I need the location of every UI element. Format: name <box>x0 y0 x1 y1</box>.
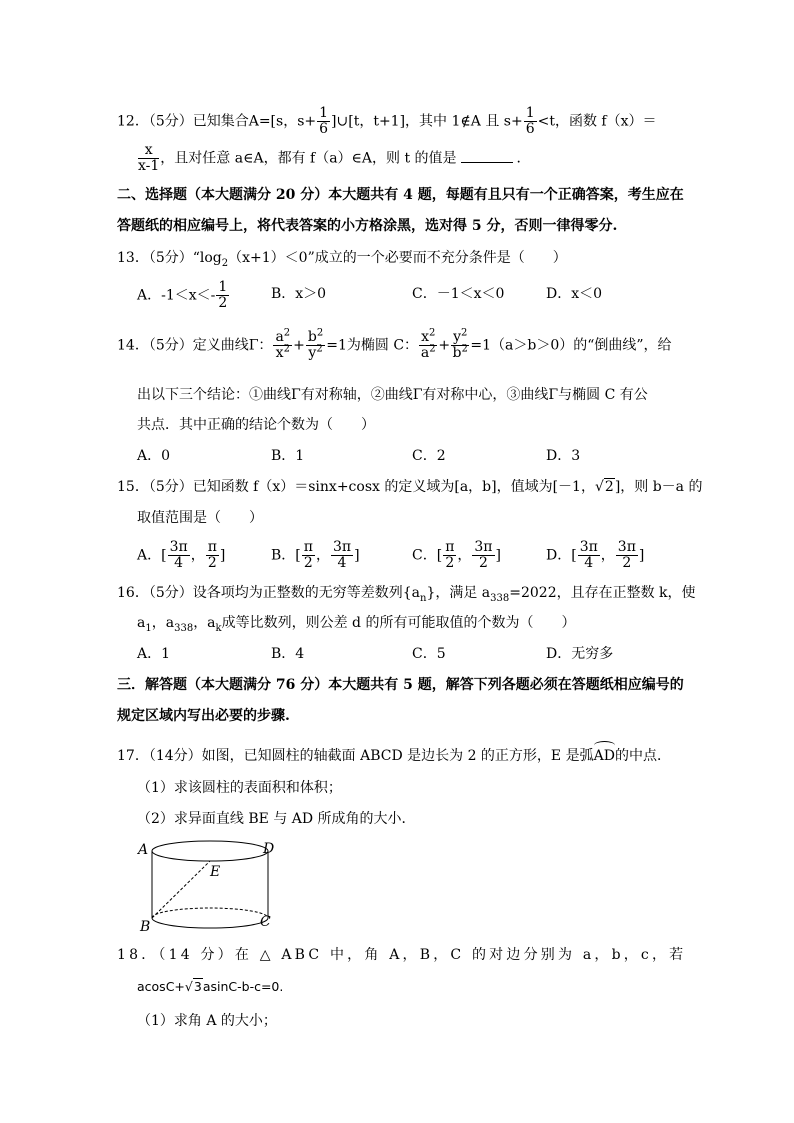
q16-line2 <box>137 613 575 633</box>
q15-option-d <box>546 540 644 571</box>
q15-b-frac1 <box>302 540 315 571</box>
q12-frac2-num: 1 <box>525 105 535 121</box>
q13-frac-den: 2 <box>218 295 228 311</box>
q13-option-a-text: A．-1＜x＜- <box>137 287 216 304</box>
q15-stem-a: 15．（5分）已知函数 f（x）＝sinx+cosx 的定义域为[a，b]，值域为[－1， <box>117 479 595 495</box>
q12-number: 12．（5分）已知集合A=[s，s+ <box>117 113 317 130</box>
q12-fx-num: x <box>138 143 159 159</box>
q14-term1-den <box>273 343 292 361</box>
q15-c-2n: 3π <box>474 539 493 555</box>
q15-c-pre: C．[ <box>412 547 443 564</box>
q16-sub-n: n <box>419 592 427 604</box>
q14-t1d-exp: 2 <box>283 343 290 355</box>
q14-plus2: + <box>438 337 451 354</box>
q15-b-1d: 2 <box>303 555 313 571</box>
q15-d-1d: 4 <box>584 555 594 571</box>
q15-c-1d: 2 <box>445 555 455 571</box>
q14-stem-b: =1（a＞b＞0）的“倒曲线”，给 <box>470 337 672 354</box>
q15-c-post: ] <box>495 547 501 564</box>
q14-term3 <box>419 327 437 361</box>
q15-a-frac2 <box>206 540 219 571</box>
q16-stem-a: 16．（5分）设各项均为正整数的无穷等差数列{a <box>117 585 420 601</box>
q14-t3d: a <box>420 345 430 361</box>
q15-c-2d: 2 <box>478 555 488 571</box>
q13-option-c: C．－1＜x＜0 <box>412 286 505 302</box>
q15-a-pre: A．[ <box>137 547 167 564</box>
label-c: C <box>260 914 271 930</box>
q14-line2: 出以下三个结论：①曲线Γ有对称轴，②曲线Γ有对称中心，③曲线Γ与椭圆 C 有公 <box>137 387 648 403</box>
q14-t1n-exp: 2 <box>283 327 291 339</box>
section3-line1: 三．解答题（本大题满分 76 分）本大题共有 5 题，解答下列各题必须在答题纸相应编号的 <box>117 677 684 693</box>
q14-t4n: y <box>453 329 461 345</box>
q14-option-d: D．3 <box>546 448 581 464</box>
q15-d-sep: ， <box>600 547 615 564</box>
label-b: B <box>140 919 151 935</box>
q14-t2n-exp: 2 <box>316 327 324 339</box>
q17-arc-ad: AD <box>593 748 615 764</box>
q15-c-frac2 <box>472 540 494 571</box>
q14-term3-den <box>419 343 437 361</box>
q15-b-1n: π <box>303 539 313 555</box>
q14-t1d: x <box>275 345 284 361</box>
q15-d-1n: 3π <box>579 539 598 555</box>
q15-b-post: ] <box>354 547 360 564</box>
q14-t4d-exp: 2 <box>461 343 468 355</box>
q15-b-2n: 3π <box>332 539 352 555</box>
q14-term1 <box>273 327 292 361</box>
q15-a-post: ] <box>219 547 226 564</box>
q13-log-base: 2 <box>221 257 229 269</box>
q15-a-sep: ， <box>190 547 205 564</box>
q15-option-c <box>412 540 501 571</box>
q16-option-d: D．无穷多 <box>546 646 614 662</box>
q16-stem-c: =2022，且存在正整数 k，使 <box>509 585 696 601</box>
q13-option-a-frac <box>216 280 229 311</box>
q16-option-c: C．5 <box>412 646 446 662</box>
q15-a-1d: 4 <box>174 555 184 571</box>
label-e: E <box>210 864 221 880</box>
q12-fx-den: x-1 <box>138 158 160 174</box>
q15-d-pre: D．[ <box>546 547 577 564</box>
q15-b-2d: 4 <box>337 555 347 571</box>
q13-option-d: D．x＜0 <box>546 286 603 302</box>
q17-part1: （1）求该圆柱的表面积和体积； <box>137 780 342 796</box>
q12-frac1-num: 1 <box>319 105 329 121</box>
q12-fx-frac <box>138 143 159 174</box>
q12-dot: ． <box>516 150 531 167</box>
q14-t4d: b <box>452 345 462 361</box>
q12-frac1 <box>317 106 330 137</box>
q15-d-2n: 3π <box>617 539 636 555</box>
q14-t3n-exp: 2 <box>428 327 436 339</box>
label-a: A <box>138 842 149 858</box>
q15-c-frac1 <box>443 540 456 571</box>
q14-eq1: =1为椭圆 C： <box>326 337 419 354</box>
q16-l2-d: 成等比数列，则公差 d 的所有可能取值的个数为（ ） <box>221 615 576 631</box>
q15-d-frac1 <box>578 540 600 571</box>
q13-stem-b: （x+1）＜0”成立的一个必要而不充分条件是（ ） <box>228 250 567 266</box>
q14-t1n: a <box>275 329 284 345</box>
q15-d-frac2 <box>616 540 638 571</box>
q16-sub-k: k <box>215 622 222 634</box>
q15-c-1n: π <box>445 539 455 555</box>
q12-end: <t，函数 f（x）＝ <box>537 113 657 130</box>
q15-b-pre: B．[ <box>271 547 301 564</box>
answer-blank[interactable] <box>461 162 513 163</box>
q12-line2 <box>137 143 531 174</box>
top-ellipse <box>152 841 268 861</box>
q15-stem-b: ]，则 b－a 的 <box>614 479 703 495</box>
q16-l2-a: a <box>137 615 146 631</box>
q15-option-b <box>271 540 360 571</box>
q14-term4 <box>451 327 469 361</box>
q17-stem <box>117 746 671 766</box>
bottom-front-arc <box>152 918 268 928</box>
q13-stem-a: 13．（5分）“log <box>117 250 222 266</box>
q14-stem-line1 <box>117 327 672 361</box>
q12-mid: ]∪[t，t+1]，其中 1∉A 且 s+ <box>331 113 523 130</box>
q15-a-1n: 3π <box>169 539 188 555</box>
q14-line3: 共点．其中正确的结论个数为（ ） <box>137 417 375 433</box>
q17-part2: （2）求异面直线 BE 与 AD 所成角的大小． <box>137 811 416 827</box>
q14-term2-den <box>306 343 325 361</box>
q15-line2: 取值范围是（ ） <box>137 510 263 526</box>
q12-frac1-den: 6 <box>319 121 329 137</box>
section3-line2: 规定区域内写出必要的步骤. <box>117 708 290 724</box>
q14-t4n-exp: 2 <box>461 327 468 339</box>
q16-option-b: B．4 <box>271 646 305 662</box>
q18-part1: （1）求角 A 的大小； <box>137 1013 277 1029</box>
q16-option-a: A．1 <box>137 646 171 662</box>
label-d: D <box>263 841 275 857</box>
q16-stem-line1 <box>117 583 696 603</box>
q15-b-frac2 <box>331 540 353 571</box>
q14-t2d: y <box>308 345 317 361</box>
q17-stem-a: 17．（14分）如图，已知圆柱的轴截面 ABCD 是边长为 2 的正方形，E 是弧 <box>117 748 594 764</box>
q15-b-sep: ， <box>315 547 330 564</box>
q16-sub-338b: 338 <box>174 622 194 634</box>
bottom-back-arc <box>152 908 268 918</box>
q14-stem-a: 14．（5分）定义曲线Γ： <box>117 337 273 354</box>
q13-option-a <box>137 280 230 311</box>
q14-term4-den <box>451 343 469 361</box>
q15-stem-line1: 15．（5分）已知函数 f（x）＝sinx+cosx 的定义域为[a，b]，值域为[－1，√2]，则 b－a 的 <box>117 479 703 495</box>
q15-d-2d: 2 <box>622 555 632 571</box>
q18-l2-a: acosC+ <box>137 979 185 994</box>
q14-option-a: A．0 <box>137 448 171 464</box>
q18-sqrt: 3 <box>193 979 202 994</box>
q15-a-frac1 <box>168 540 190 571</box>
q18-line2: acosC+√3asinC-b-c=0. <box>137 979 284 994</box>
q18-l2-b: asinC-b-c=0. <box>202 979 284 994</box>
q13-stem <box>117 248 567 268</box>
q15-d-post: ] <box>638 547 645 564</box>
q16-l2-c: ，a <box>193 615 216 631</box>
q16-l2-b: ，a <box>151 615 175 631</box>
q16-sub-338: 338 <box>490 592 510 604</box>
q12-frac2-den: 6 <box>525 121 535 137</box>
q15-c-sep: ， <box>457 547 472 564</box>
q15-a-2d: 2 <box>207 555 217 571</box>
section2-line1: 二、选择题（本大题满分 20 分）本大题共有 4 题，每题有且只有一个正确答案，考生应在 <box>117 187 684 203</box>
cylinder-figure <box>130 836 280 936</box>
q12-frac2 <box>524 106 537 137</box>
q14-option-b: B．1 <box>271 448 305 464</box>
q14-t2n: b <box>307 329 317 345</box>
q14-t3n: x <box>421 329 429 345</box>
q13-option-b: B．x＞0 <box>271 286 327 302</box>
q14-t2d-exp: 2 <box>316 343 323 355</box>
q14-term2 <box>306 327 325 361</box>
q14-t3d-exp: 2 <box>429 343 436 355</box>
q16-sub-1: 1 <box>145 622 152 634</box>
q15-a-2n: π <box>207 539 217 555</box>
q14-plus1: + <box>293 337 305 354</box>
q15-sqrt: 2 <box>604 479 614 495</box>
q18-stem: 18．（14 分）在 △ ABC 中，角 A，B，C 的对边分别为 a，b，c，若 <box>117 947 687 963</box>
q14-option-c: C．2 <box>412 448 446 464</box>
q15-option-a <box>137 540 225 571</box>
q12-line1 <box>117 106 657 137</box>
q13-frac-num: 1 <box>218 279 228 295</box>
q12-tail: ，且对任意 a∈A，都有 f（a）∈A，则 t 的值是 <box>160 150 457 167</box>
q16-stem-b: }，满足 a <box>426 585 491 601</box>
q17-stem-b: 的中点． <box>614 748 671 764</box>
section2-line2: 答题纸的相应编号上，将代表答案的小方格涂黑，选对得 5 分，否则一律得零分. <box>117 218 618 234</box>
